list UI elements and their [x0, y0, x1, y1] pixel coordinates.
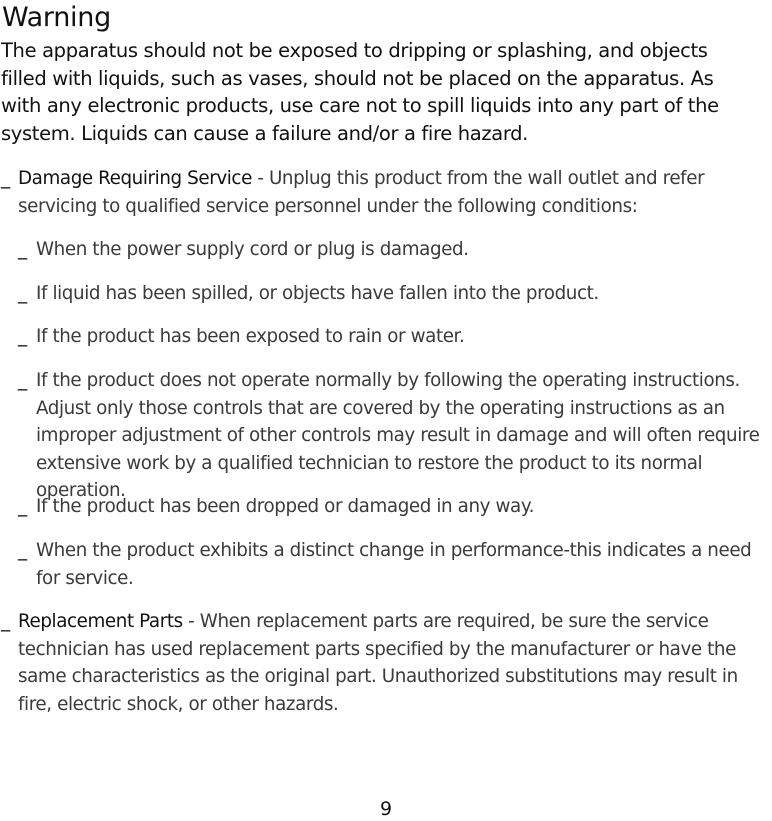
condition-item — [18, 323, 763, 351]
replacement-text: - When replacement parts are required, be sure the service technician has used replacement parts specified by the manufacturer or have the same characteristics as the original part. Unauthorized substitutions may result in fire, electric shock, or other hazards. — [18, 611, 738, 715]
item-body — [1, 608, 771, 718]
condition-item — [18, 280, 763, 308]
bullet-marker: _ — [18, 540, 27, 561]
bullet-marker: _ — [1, 611, 10, 632]
warning-heading: Warning — [2, 2, 111, 33]
condition-text: If liquid has been spilled, or objects have fallen into the product. — [36, 283, 599, 304]
condition-item — [18, 367, 763, 505]
damage-requiring-service-item — [1, 165, 771, 220]
bullet-marker: _ — [18, 370, 27, 391]
item-body — [1, 165, 771, 220]
condition-text: If the product has been exposed to rain or water. — [36, 326, 465, 347]
bullet-marker: _ — [1, 168, 10, 189]
bullet-marker: _ — [18, 283, 27, 304]
condition-text: When the power supply cord or plug is damaged. — [36, 239, 469, 260]
damage-text: - Unplug this product from the wall outlet and refer servicing to qualified service personnel under the following conditions: — [18, 168, 705, 217]
condition-item — [18, 537, 763, 592]
bullet-marker: _ — [18, 496, 27, 517]
replacement-parts-item — [1, 608, 771, 718]
page-number: 9 — [379, 798, 393, 820]
condition-text: If the product does not operate normally by following the operating instructions. Adjust only those controls that are covered by the operating instructions as an improper adjustment of other controls may result in damage and will often require extensive work by a qualified technician to restore the product to its normal operation. — [36, 370, 760, 501]
condition-item — [18, 236, 763, 264]
bullet-marker: _ — [18, 239, 27, 260]
warning-paragraph: The apparatus should not be exposed to dripping or splashing, and objects filled with liquids, such as vases, should not be placed on the apparatus. As with any electronic products, use care not to spill liquids into any part of the system. Liquids can cause a failure and/or a fire hazard. — [1, 39, 719, 145]
bullet-marker: _ — [18, 326, 27, 347]
condition-text: If the product has been dropped or damaged in any way. — [36, 496, 535, 517]
condition-item — [18, 493, 763, 521]
condition-text: When the product exhibits a distinct change in performance-this indicates a need for service. — [36, 540, 752, 589]
damage-lead: Damage Requiring Service — [18, 168, 252, 189]
replacement-lead: Replacement Parts — [18, 611, 183, 632]
